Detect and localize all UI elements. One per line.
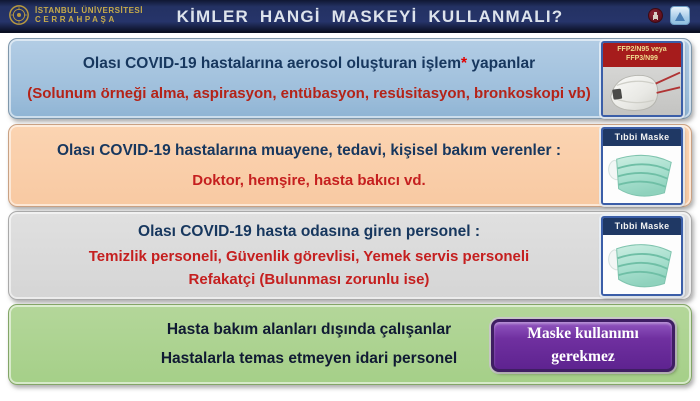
logo-text-line2: CERRAHPAŞA <box>35 15 117 24</box>
surgical-mask-image <box>603 235 681 294</box>
row3-line2: Temizlik personeli, Güvenlik görevlisi, Yemek servis personeli <box>88 247 530 265</box>
hospital-badge-icon <box>648 8 663 23</box>
row4-line2: Hastalarla temas etmeyen idari personel <box>160 350 458 368</box>
row3-line3: Refakatçi (Bulunması zorunlu ise) <box>188 271 430 289</box>
logo-text-line1: İSTANBUL ÜNİVERSİTESİ <box>35 5 143 15</box>
mask-card-medical-label: Tıbbi Maske <box>603 218 681 235</box>
n95-mask-image <box>603 67 681 115</box>
row2-line2: Doktor, hemşire, hasta bakıcı vd. <box>192 172 426 190</box>
mask-card-medical-label: Tıbbi Maske <box>603 129 681 146</box>
row-patient-care <box>8 124 692 207</box>
row1-line2: (Solunum örneği alma, aspirasyon, entübasyon, resüsitasyon, bronkoskopi vb) <box>27 85 591 102</box>
row-no-patient-contact <box>8 304 692 385</box>
university-logo <box>8 4 143 26</box>
mask-card-ffp-label: FFP2/N95 veya FFP3/N99 <box>603 43 681 67</box>
university-emblem-icon <box>8 4 30 26</box>
header-bar <box>0 0 700 33</box>
presenter-logo-icon <box>670 6 690 25</box>
footnote-asterisk: * <box>461 55 468 72</box>
mask-card-medical-2 <box>601 216 683 296</box>
no-mask-required-badge: Maske kullanımı gerekmez <box>491 319 675 372</box>
row3-line1: Olası COVID-19 hasta odasına giren personel : <box>138 222 480 240</box>
row1-line1: Olası COVID-19 hastalarına aerosol oluşturan işlem* yapanlar <box>82 55 536 72</box>
mask-card-ffp <box>601 41 683 117</box>
row4-line1: Hasta bakım alanları dışında çalışanlar <box>166 320 452 338</box>
page-title: KİMLER HANGİ MASKEYİ KULLANMALI? <box>176 7 564 26</box>
row-aerosol-procedures <box>8 38 692 119</box>
row-room-entry-personnel <box>8 211 692 300</box>
row2-line1: Olası COVID-19 hastalarına muayene, tedavi, kişisel bakım verenler : <box>57 141 561 159</box>
surgical-mask-image <box>603 146 681 203</box>
mask-card-medical-1 <box>601 127 683 205</box>
